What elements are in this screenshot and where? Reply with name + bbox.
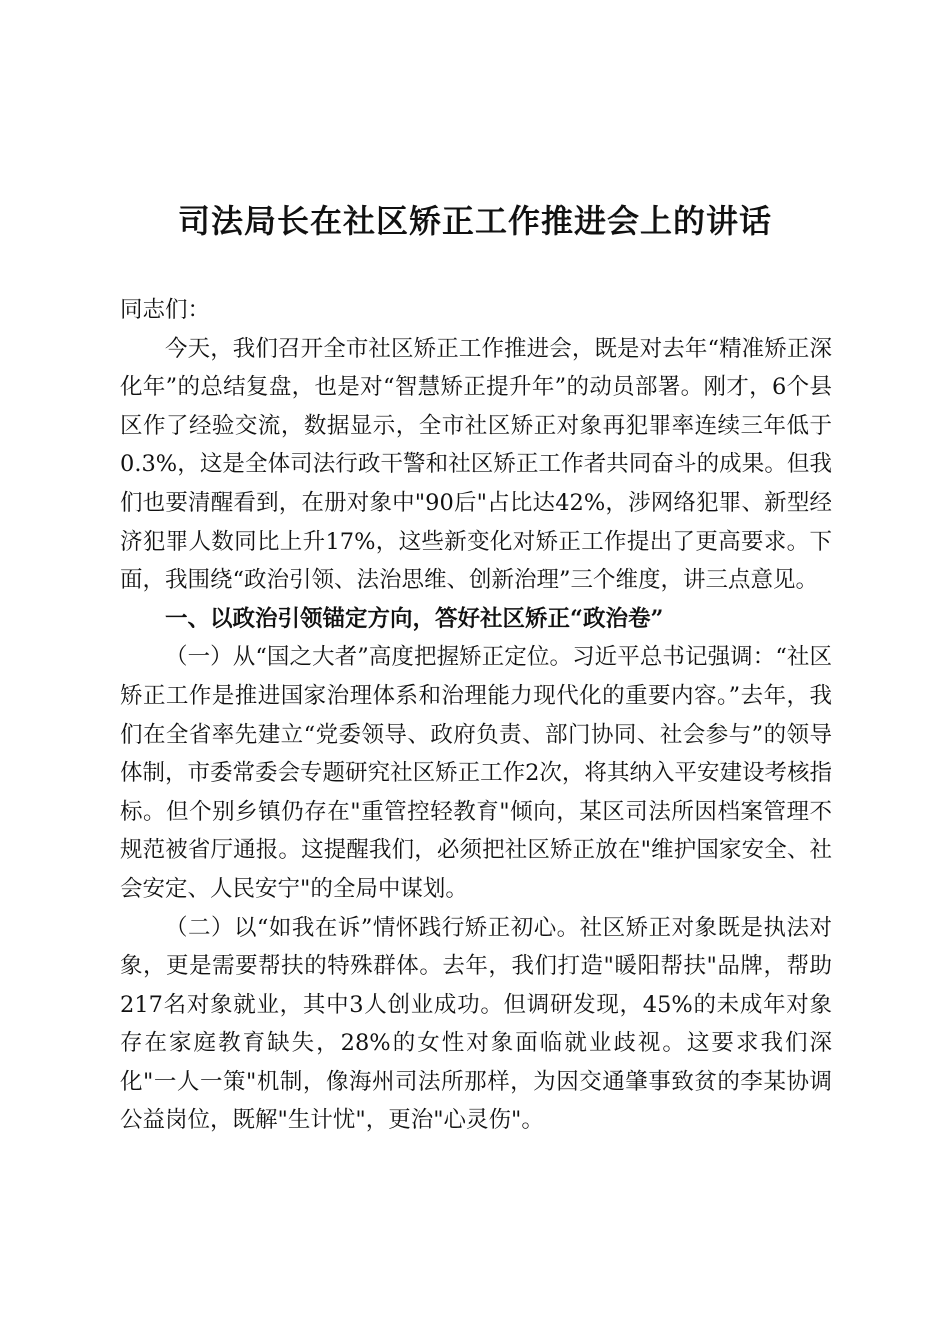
section-heading: 一、以政治引领锚定方向，答好社区矫正“政治卷”	[165, 605, 664, 632]
intro-paragraph: 今天，我们召开全市社区矫正工作推进会，既是对去年“精准矫正深化年”的总结复盘，也是对“智慧矫正提升年”的动员部署。刚才，6个县区作了经验交流，数据显示，全市社区矫正对象再犯罪率连续三年低于0.3%，这是全体司法行政干警和社区矫正工作者共同奋斗的成果。但我们也要清醒看到，在册对象中"90后"占比达42%，涉网络犯罪、新型经济犯罪人数同比上升17%，这些新变化对矫正工作提出了更高要求。下面，我围绕“政治引领、法治思维、创新治理”三个维度，讲三点意见。	[120, 335, 832, 594]
salutation: 同志们：	[120, 297, 211, 323]
document-body	[120, 291, 832, 1140]
section-paragraph-1: （一）从“国之大者”高度把握矫正定位。习近平总书记强调：“社区矫正工作是推进国家治理体系和治理能力现代化的重要内容。”去年，我们在全省率先建立“党委领导、政府负责、部门协同、社会参与”的领导体制，市委常委会专题研究社区矫正工作2次，将其纳入平安建设考核指标。但个别乡镇仍存在"重管控轻教育"倾向，某区司法所因档案管理不规范被省厅通报。这提醒我们，必须把社区矫正放在"维护国家安全、社会安定、人民安宁"的全局中谋划。	[120, 644, 832, 902]
document-title: 司法局长在社区矫正工作推进会上的讲话	[177, 202, 772, 240]
section-paragraph-2: （二）以“如我在诉”情怀践行矫正初心。社区矫正对象既是执法对象，更是需要帮扶的特殊群体。去年，我们打造"暖阳帮扶"品牌，帮助217名对象就业，其中3人创业成功。但调研发现，45%的未成年对象存在家庭教育缺失，28%的女性对象面临就业歧视。这要求我们深化"一人一策"机制，像海州司法所那样，为因交通肇事致贫的李某协调公益岗位，既解"生计忧"，更治"心灵伤"。	[120, 914, 832, 1134]
